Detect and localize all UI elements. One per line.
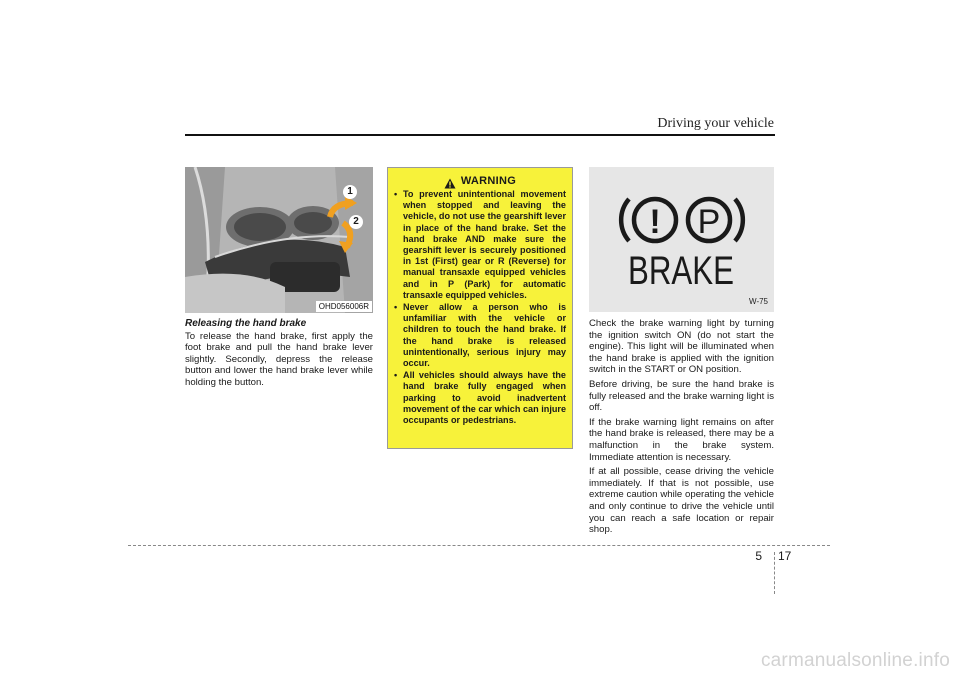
body-paragraph: If at all possible, cease driving the vehicle immediately. If that is not possible, use extreme caution while operating the vehicle and only continue to drive the vehicle until you can reach a safe location or repair shop.: [589, 466, 774, 536]
brake-exclaim-symbol: !: [649, 203, 661, 241]
body-paragraph: Before driving, be sure the hand brake is fully released and the brake warning light is off.: [589, 378, 774, 414]
brake-figure-code: W-75: [749, 297, 768, 306]
body-paragraph: To release the hand brake, first apply the foot brake and pull the hand brake lever slightly. Secondly, depress the release button and lower the hand brake lever while holding the button.: [185, 330, 373, 388]
brake-warning-light-panel: [589, 167, 774, 312]
brake-p-symbol: P: [697, 203, 721, 241]
brake-warning-text: [589, 318, 774, 539]
warning-item: • Never allow a person who is unfamiliar with the vehicle or children to touch the hand brake. If the hand brake is released unintentionally, serious injury may occur.: [394, 302, 566, 369]
page-number: 17: [778, 549, 792, 563]
brake-warning-light-icon: [589, 167, 774, 312]
warning-item: • To prevent unintentional movement when stopped and leaving the vehicle, do not use the gearshift lever in place of the hand brake. Set the hand brake AND make sure the gearshift lever is securely positioned in 1st (First) gear or R (Reverse) for manual transaxle equipped vehicles and in P (Park) for automatic transaxle equipped vehicles.: [394, 189, 566, 301]
brake-word: BRAKE: [628, 249, 734, 293]
callout-2: 2: [349, 215, 363, 229]
warning-triangle-icon: [444, 176, 456, 187]
chapter-number: 5: [755, 549, 762, 563]
warning-title: WARNING: [460, 175, 517, 187]
photo-code: OHD056006R: [316, 301, 372, 312]
body-paragraph: Check the brake warning light by turning the ignition switch ON (do not start the engine). This light will be illuminated when the hand brake is applied with the ignition switch in the START or ON position.: [589, 318, 774, 376]
footer-rule: [128, 545, 830, 546]
section-subheading: Releasing the hand brake: [185, 318, 307, 329]
watermark: carmanualsonline.info: [760, 650, 950, 671]
release-hand-brake-section: [185, 318, 373, 392]
body-paragraph: If the brake warning light remains on after the hand brake is released, there may be a malfunction in the brake system. Immediate attention is necessary.: [589, 416, 774, 463]
warning-header: [394, 175, 566, 187]
footer-divider: [774, 552, 775, 594]
warning-item: • All vehicles should always have the hand brake fully engaged when parking to avoid inadvertent movement of the car which can injure occupants or pedestrians.: [394, 370, 566, 426]
callout-1: 1: [343, 185, 357, 199]
header-rule: [185, 134, 775, 136]
header-title: Driving your vehicle: [657, 116, 774, 131]
warning-box: [387, 167, 573, 449]
warning-list: [394, 189, 566, 426]
hand-brake-photo: [185, 167, 373, 313]
